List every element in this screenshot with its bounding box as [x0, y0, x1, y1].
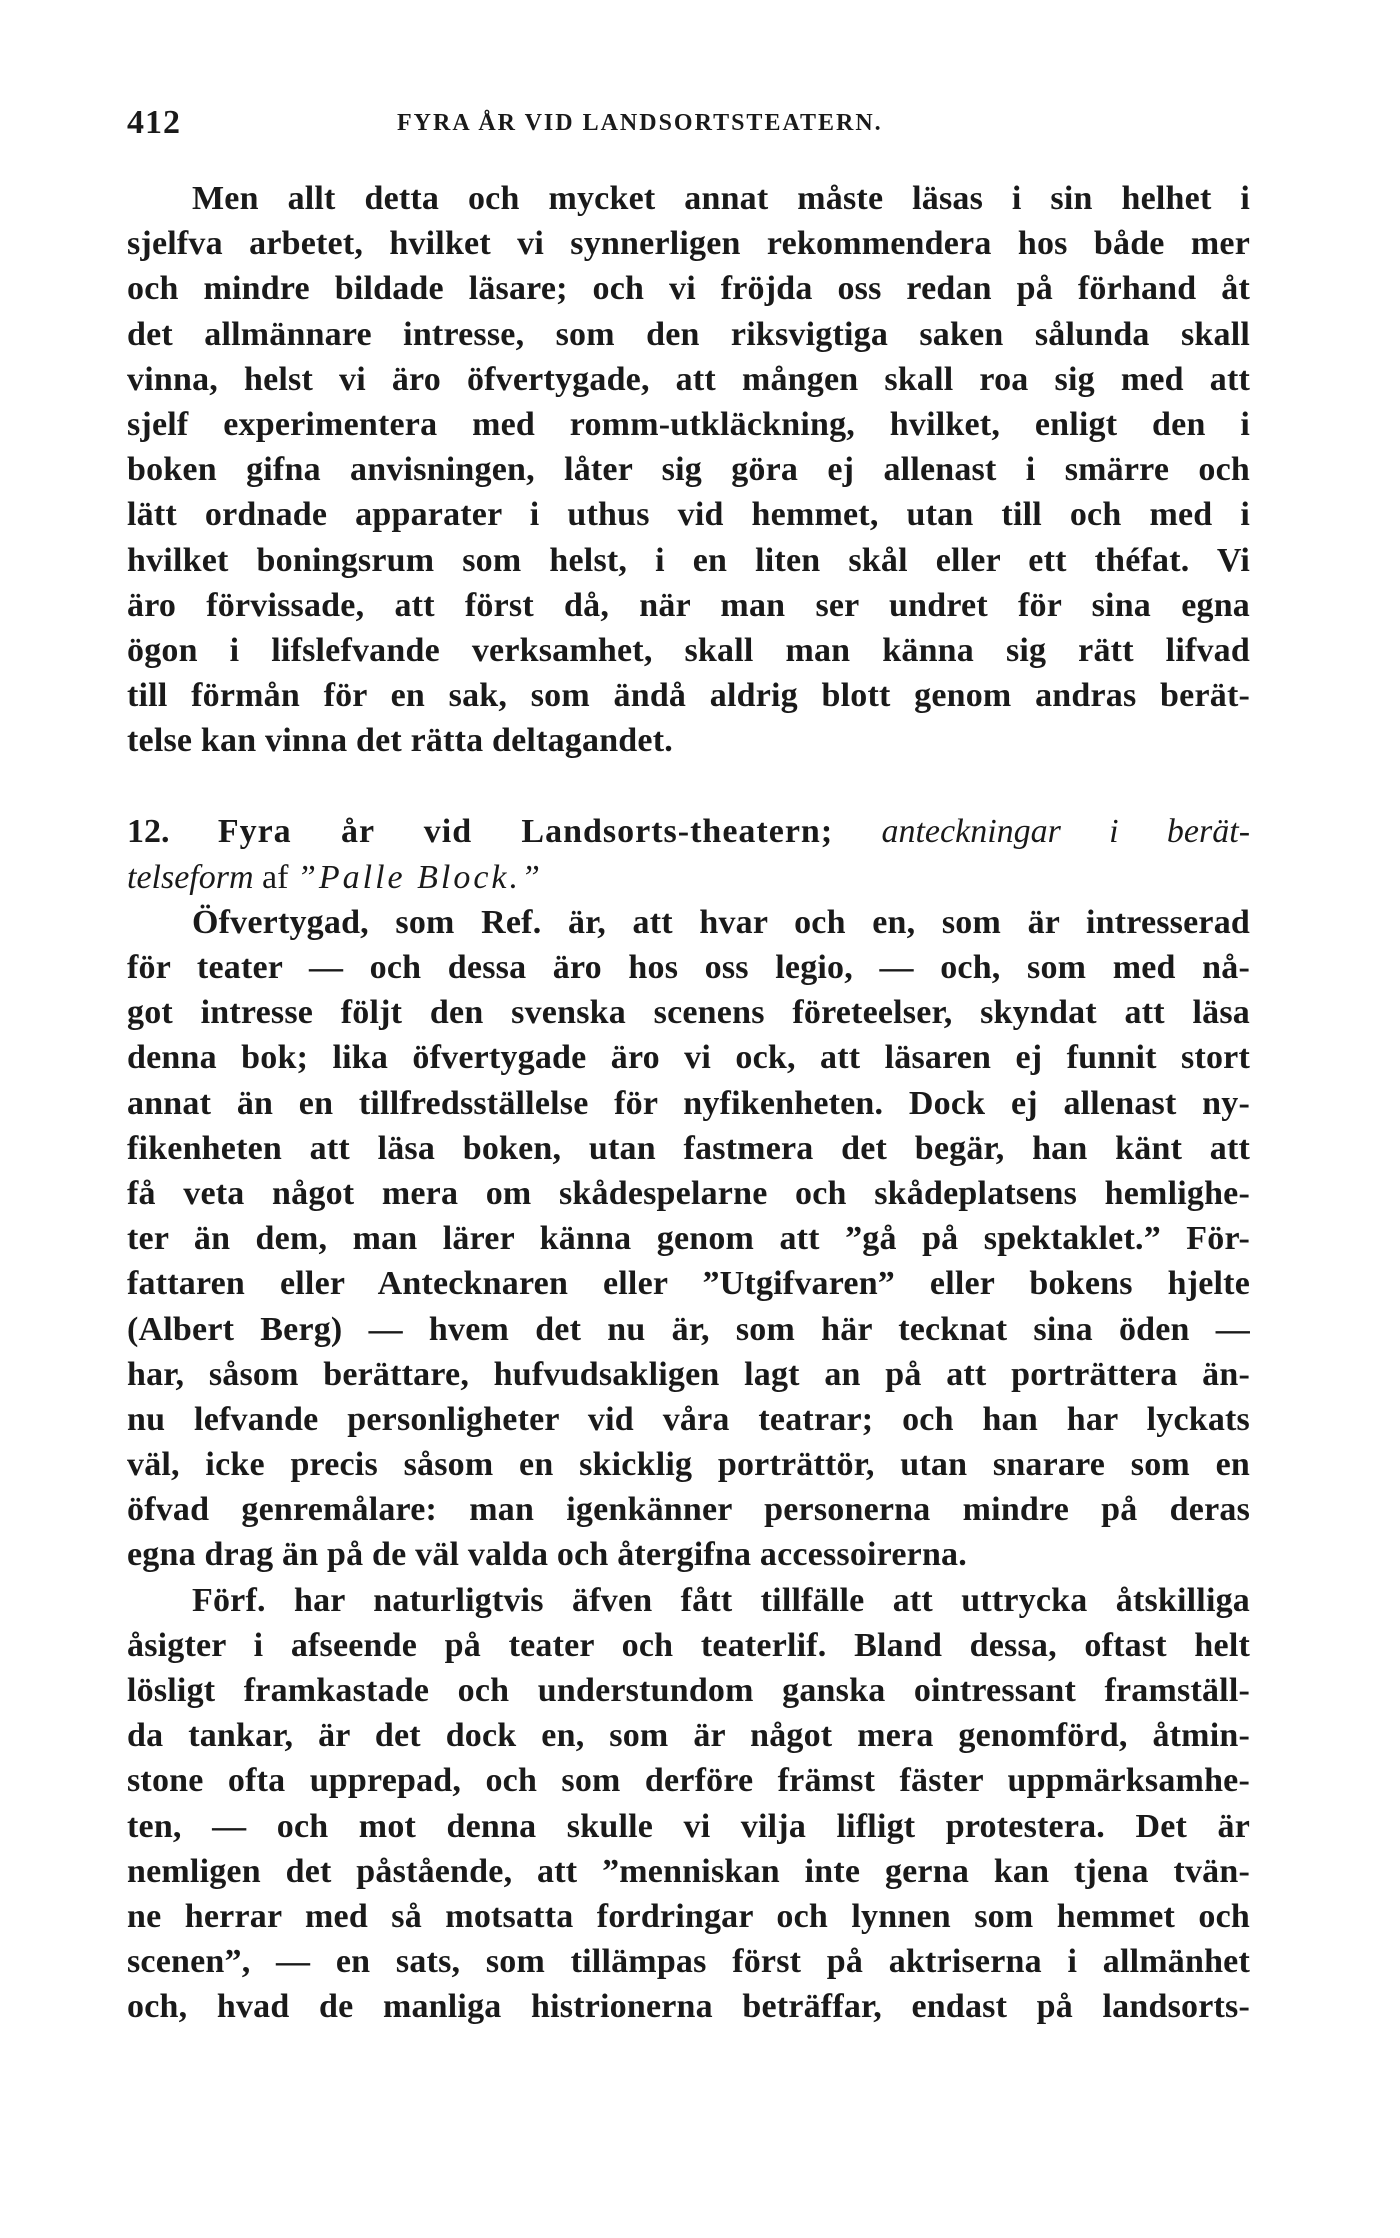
entry-number: 12.: [127, 813, 170, 851]
text-line: ter än dem, man lärer känna genom att ”gå på spektaklet.” För-: [127, 1220, 1250, 1258]
text-line: väl, icke precis såsom en skicklig porträttör, utan snarare som en: [127, 1446, 1250, 1484]
entry-subtitle-continued: telseform: [127, 858, 254, 896]
paragraph-3: [127, 1578, 1250, 2030]
entry-heading-line: [127, 855, 1250, 900]
paragraph-1: [127, 176, 1250, 763]
entry-title: Fyra år vid Landsorts-theatern;: [217, 813, 834, 851]
text-line: ne herrar med så motsatta fordringar och lynnen som hemmet och: [127, 1897, 1250, 1935]
text-line: Men allt detta och mycket annat måste läsas i sin helhet i: [192, 180, 1250, 217]
entry-subtitle: anteckningar i berät-: [881, 813, 1251, 851]
text-line: fattaren eller Antecknaren eller ”Utgifvaren” eller bokens hjelte: [127, 1265, 1250, 1303]
text-line: nu lefvande personligheter vid våra teatrar; och han har lyckats: [127, 1400, 1250, 1438]
text-line: boken gifna anvisningen, låter sig göra ej allenast i smärre och: [127, 451, 1250, 489]
text-line: vinna, helst vi äro öfvertygade, att mången skall roa sig med att: [127, 360, 1250, 398]
text-line: denna bok; lika öfvertygade äro vi ock, att läsaren ej funnit stort: [127, 1039, 1250, 1077]
text-line: sjelf experimentera med romm-utkläckning, hvilket, enligt den i: [127, 405, 1250, 443]
paragraph-2: [127, 900, 1250, 1578]
text-line: hvilket boningsrum som helst, i en liten skål eller ett théfat. Vi: [127, 541, 1250, 579]
text-line: lösligt framkastade och understundom ganska ointressant framställ-: [127, 1672, 1250, 1709]
text-line: ten, — och mot denna skulle vi vilja lifligt protestera. Det är: [127, 1807, 1250, 1845]
text-line: och mindre bildade läsare; och vi fröjda oss redan på förhand åt: [127, 270, 1250, 308]
running-header: [127, 104, 1250, 144]
text-line: öfvad genremålare: man igenkänner personerna mindre på deras: [127, 1491, 1250, 1529]
entry-author: ”Palle Block.”: [296, 858, 543, 896]
review-entry-heading: [127, 809, 1250, 899]
text-line: lätt ordnade apparater i uthus vid hemmet, utan till och med i: [127, 496, 1250, 534]
page-number: 412: [127, 104, 181, 141]
text-line: ögon i lifslefvande verksamhet, skall man känna sig rätt lifvad: [127, 631, 1250, 669]
text-line: äro förvissade, att först då, när man ser undret för sina egna: [127, 586, 1250, 624]
text-line: stone ofta upprepad, och som derföre främst fäster uppmärksamhe-: [127, 1762, 1250, 1800]
text-line: (Albert Berg) — hvem det nu är, som här tecknat sina öden —: [127, 1310, 1250, 1348]
page-body: [127, 176, 1250, 2030]
text-line: och, hvad de manliga histrionerna beträffar, endast på landsorts-: [127, 1988, 1250, 2026]
entry-heading-line: [127, 809, 1250, 854]
text-line: sjelfva arbetet, hvilket vi synnerligen rekommendera hos både mer: [127, 225, 1250, 263]
text-line: till förmån för en sak, som ändå aldrig blott genom andras berät-: [127, 677, 1250, 715]
text-line: annat än en tillfredsställelse för nyfikenheten. Dock ej allenast ny-: [127, 1084, 1250, 1122]
text-line: Öfvertygad, som Ref. är, att hvar och en, som är intresserad: [192, 903, 1250, 941]
section-gap: [127, 763, 1250, 809]
text-line: det allmännare intresse, som den riksvigtiga saken sålunda skall: [127, 315, 1250, 353]
text-line: scenen”, — en sats, som tillämpas först på aktriserna i allmänhet: [127, 1943, 1250, 1981]
text-line: got intresse följt den svenska scenens företeelser, skyndat att läsa: [127, 994, 1250, 1032]
text-line: nemligen det påstående, att ”menniskan inte gerna kan tjena tvän-: [127, 1852, 1250, 1890]
text-line: har, såsom berättare, hufvudsakligen lagt an på att porträttera än-: [127, 1355, 1250, 1393]
text-line: fikenheten att läsa boken, utan fastmera det begär, han känt att: [127, 1129, 1250, 1167]
text-line: da tankar, är det dock en, som är något mera genomförd, åtmin-: [127, 1717, 1250, 1755]
running-title: FYRA ÅR VID LANDSORTSTEATERN.: [397, 110, 883, 136]
text-line: få veta något mera om skådespelarne och skådeplatsens hemlighe-: [127, 1174, 1250, 1212]
text-line: åsigter i afseende på teater och teaterlif. Bland dessa, oftast helt: [127, 1626, 1250, 1664]
text-line: telse kan vinna det rätta deltagandet.: [127, 722, 673, 760]
text-line: egna drag än på de väl valda och återgifna accessoirerna.: [127, 1536, 967, 1574]
text-line: för teater — och dessa äro hos oss legio, — och, som med nå-: [127, 949, 1250, 986]
text-line: Förf. har naturligtvis äfven fått tillfälle att uttrycka åtskilliga: [192, 1581, 1250, 1619]
entry-author-prefix: af: [262, 858, 289, 896]
